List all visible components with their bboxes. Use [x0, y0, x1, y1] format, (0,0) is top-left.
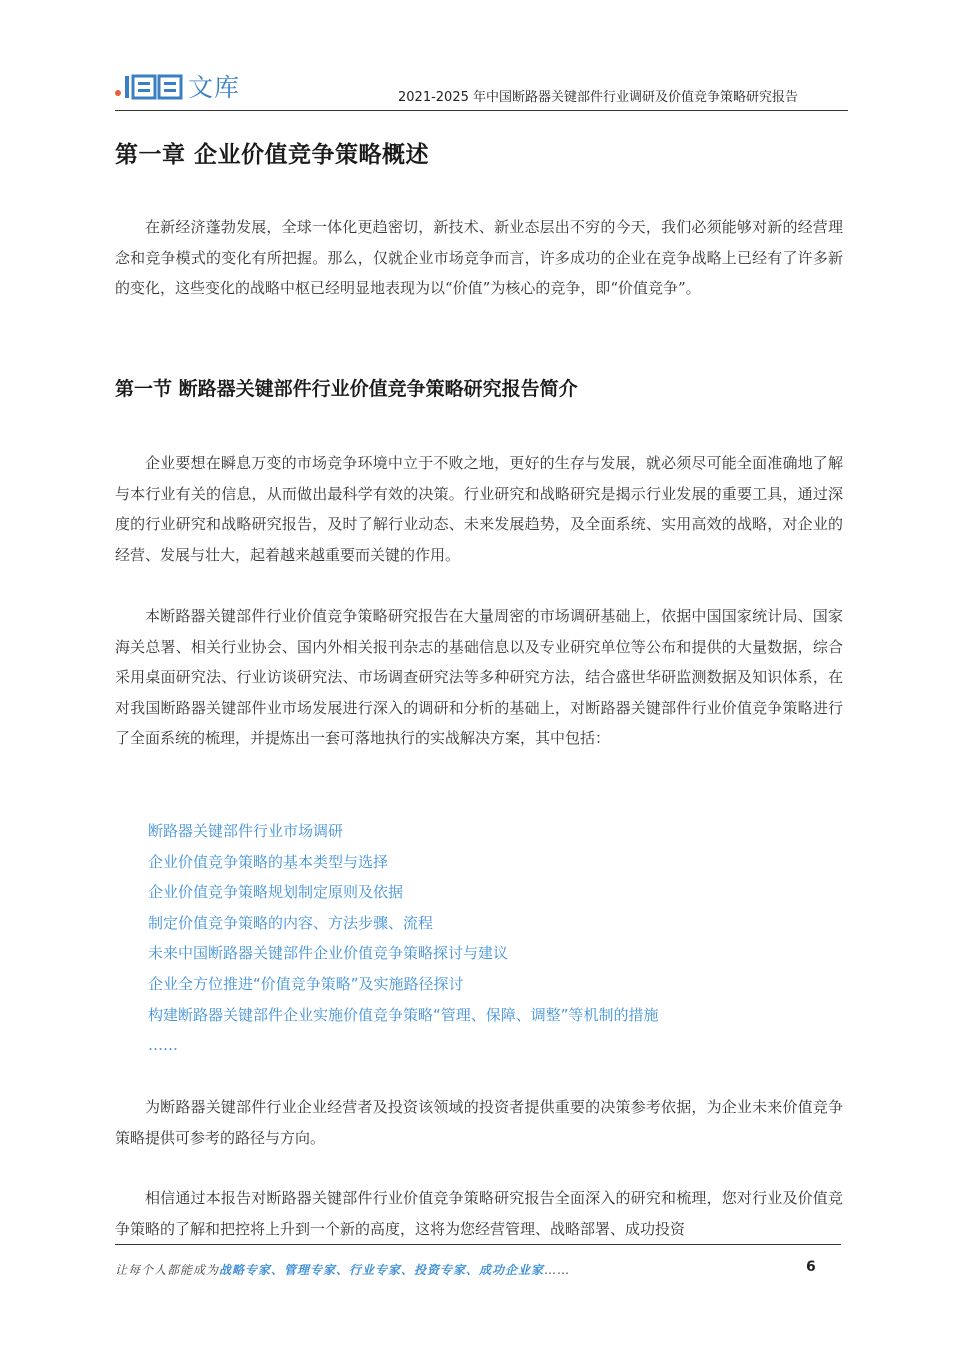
logo-dot	[115, 90, 121, 96]
contents-list	[148, 816, 659, 1061]
final-paragraph: 相信通过本报告对断路器关键部件行业价值竞争策略研究报告全面深入的研究和梳理，您对行业及价值竞争策略的了解和把控将上升到一个新的高度，这将为您经营管理、战略部署、成功投资	[115, 1189, 843, 1238]
footer-divider	[115, 1244, 841, 1245]
footer-highlight: 战略专家、管理专家、行业专家、投资专家、成功企业家	[219, 1263, 545, 1277]
footer-suffix: ……	[544, 1263, 571, 1277]
logo	[115, 70, 240, 102]
final-paragraph-container	[115, 1183, 855, 1239]
logo-mark-icon	[125, 72, 183, 100]
list-item-link[interactable]: 断路器关键部件行业市场调研	[148, 822, 344, 840]
page-header	[115, 68, 848, 111]
chapter-title: 第一章 企业价值竞争策略概述	[115, 142, 430, 168]
logo-text: 文库	[188, 73, 241, 102]
list-item-ellipsis: ……	[148, 1036, 178, 1055]
list-item-link[interactable]: 企业全方位推进“价值竞争策略”及实施路径探讨	[148, 974, 464, 993]
list-item-link[interactable]: 企业价值竞争策略的基本类型与选择	[148, 852, 389, 871]
section-title: 第一节 断路器关键部件行业价值竞争策略研究报告简介	[115, 378, 578, 400]
page-number: 6	[806, 1259, 816, 1275]
paragraph-2: 本断路器关键部件行业价值竞争策略研究报告在大量周密的市场调研基础上，依据中国国家统计局、国家海关总署、相关行业协会、国内外相关报刊杂志的基础信息以及专业研究单位等公布和提供的大量数据，综合采用桌面研究法、行业访谈研究法、市场调查研究法等多种研究方法，结合盛世华研监测数据及知识体系，在对我国断路器关键部件业市场发展进行深入的调研和分析的基础上，对断路器关键部件行业价值竞争策略进行了全面系统的梳理，并提炼出一套可落地执行的实战解决方案，其中包括：	[115, 607, 843, 747]
document-title: 2021-2025 年中国断路器关键部件行业调研及价值竞争策略研究报告	[398, 90, 798, 105]
closing-paragraph: 为断路器关键部件行业企业经营者及投资该领域的投资者提供重要的决策参考依据，为企业未来价值竞争策略提供可参考的路径与方向。	[115, 1098, 843, 1147]
list-item-link[interactable]: 未来中国断路器关键部件企业价值竞争策略探讨与建议	[148, 944, 509, 963]
list-item-link[interactable]: 制定价值竞争策略的内容、方法步骤、流程	[148, 913, 434, 932]
list-item-link[interactable]: 构建断路器关键部件企业实施价值竞争策略“管理、保障、调整”等机制的措施	[148, 1005, 659, 1024]
paragraph-1: 企业要想在瞬息万变的市场竞争环境中立于不败之地，更好的生存与发展，就必须尽可能全面准确地了解与本行业有关的信息，从而做出最科学有效的决策。行业研究和战略研究是揭示行业发展的重要工具，通过深度的行业研究和战略研究报告，及时了解行业动态、未来发展趋势，及全面系统、实用高效的战略，对企业的经营、发展与壮大，起着越来越重要而关键的作用。	[115, 454, 843, 564]
footer-prefix: 让每个人都能成为	[115, 1263, 220, 1277]
list-item-link[interactable]: 企业价值竞争策略规划制定原则及依据	[148, 883, 404, 902]
intro-paragraph: 在新经济蓬勃发展，全球一体化更趋密切，新技术、新业态层出不穷的今天，我们必须能够对新的经营理念和竞争模式的变化有所把握。那么，仅就企业市场竞争而言，许多成功的企业在竞争战略上已经有了许多新的变化，这些变化的战略中枢已经明显地表现为以“价值”为核心的竞争，即“价值竞争”。	[115, 218, 843, 297]
footer-slogan	[115, 1261, 570, 1278]
